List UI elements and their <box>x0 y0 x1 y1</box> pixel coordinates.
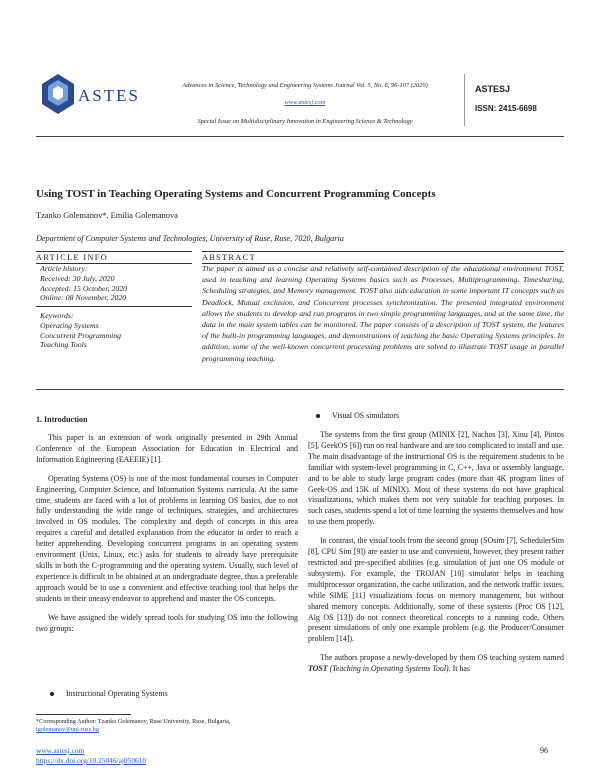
journal-url-link[interactable]: www.astesj.com <box>284 99 326 106</box>
keyword: Concurrent Programming <box>40 330 122 340</box>
bullet-icon <box>50 692 54 696</box>
article-info-heading: ARTICLE INFO <box>36 251 192 264</box>
footnote-separator <box>36 714 131 715</box>
keywords-label: Keywords: <box>40 311 74 320</box>
footnote-text: *Corresponding Author: Tzanko Golemanov, Ruse University, Ruse, Bulgaria, <box>36 718 231 725</box>
tost-expansion: (Teaching in Operating Systems Tool). <box>327 664 451 674</box>
list-item-label: Instructional Operating Systems <box>66 689 168 698</box>
special-issue: Special Issue on Multidisciplinary Innovation in Engineering Science & Technology <box>197 118 413 125</box>
abstract-text: The paper is aimed as a concise and relatively self-contained description of the educational environment TOST, used in teaching and learning Operating Systems basics such as Processes, Multiprogramming, Timesharing, Scheduling strategies, and Memory management. TOST also aids education in some important IT concepts such as Deadlock, Mutual exclusion, and Concurrent processes synchronization. The presented integrated environment allows the students to develop and run programs in two simple programming languages, and at the same time, the data in the main system tables can be monitored. The paper consists of a description of TOST system, the features of the built-in programming languages, and demonstrations of teaching the basic Operating Systems principles. In addition, some of the well-known concurrent processing problems are solved to illustrate TOST usage in parallel programming teaching. <box>202 264 564 363</box>
info-separator <box>36 306 192 307</box>
footer-url-link[interactable]: www.astesj.com <box>36 746 85 755</box>
list-item <box>316 411 399 420</box>
keywords-block <box>40 311 190 350</box>
paper-title: Using TOST in Teaching Operating Systems and Concurrent Programming Concepts <box>36 188 436 200</box>
history-label: Article history: <box>40 264 88 273</box>
footnote <box>36 718 298 734</box>
footer-links <box>36 746 146 766</box>
paragraph: The systems from the first group (MINIX [2], Nachos [3], Xinu [4], Pintos [5], GeekOS [6]) run on real hardware and are too complicated to install and use. The main disadvantage of the instructional OS is the requirement students to be familiar with system-level programming in C, C++, Java or assembly language, and to be able to study large program codes (more than 4K program lines of Geek-OS and 15K of MINIX). Most of these systems do not have graphical visualizations, which makes them not very suitable for teaching purposes. In such cases, students spend a lot of time learning the systems themselves and how to use them properly. <box>308 430 564 527</box>
astes-logo-icon <box>38 72 78 118</box>
received-date: Received: 30 July, 2020 <box>40 273 115 283</box>
issn: ISSN: 2415-6698 <box>475 104 537 113</box>
keyword: Teaching Tools <box>40 340 87 350</box>
left-column <box>36 433 298 634</box>
doi-link[interactable]: https://dx.doi.org/10.25046/aj050610 <box>36 756 147 765</box>
paragraph-text: It has <box>450 664 470 674</box>
accepted-date: Accepted: 15 October, 2020 <box>40 283 128 293</box>
tost-name: TOST <box>308 664 328 674</box>
bullet-icon <box>316 414 320 418</box>
paragraph-text: The authors propose a newly-developed by them OS teaching system named <box>320 653 564 663</box>
article-history <box>40 264 190 303</box>
paper-authors: Tzanko Golemanov*, Emilia Golemanova <box>36 211 178 220</box>
list-item <box>50 689 168 698</box>
abstract-rule <box>36 389 564 390</box>
section-1-title: 1. Introduction <box>36 415 88 424</box>
paper-affiliation: Department of Computer Systems and Technologies, University of Ruse, Ruse, 7020, Bulgaria <box>36 234 344 243</box>
online-date: Online: 08 November, 2020 <box>40 293 127 303</box>
paragraph: In contrast, the visual tools from the second group (SOsim [7], SchedulerSim [8], CPU Sim [9]) are easier to use and convenient, however, they present rather restricted and pre-specified abilities (e.g. simulation of just one OS module or subsystem). For example, the TROJAN [10] simulator helps in teaching multiprocessor organization, the cache utilization, and the network traffic issues, while SIME [11] visualizations focus on memory management, but without shared memory concepts. Additionally, some of these systems (Proc OS [12], Alg OS [13]) do not connect theoretical concepts to a running code. Others present simulations of only one example problem (e.g. the Producer/Consumer problem [14]). <box>308 536 564 644</box>
paragraph: We have assigned the widely spread tools for studying OS into the following two groups: <box>36 612 298 633</box>
abstract-heading: ABSTRACT <box>202 251 564 264</box>
logo-text: ASTES <box>78 86 140 105</box>
journal-line: Advances in Science, Technology and Engineering Systems Journal Vol. 5, No. 6, 96-107 (2020) <box>182 82 428 89</box>
header-rule <box>36 136 564 137</box>
paragraph <box>308 653 564 675</box>
paragraph: This paper is an extension of work originally presented in 29th Annual Conference of the European Association for Education in Electrical and Information Engineering (EAEEIE) [1]. <box>36 433 298 464</box>
paragraph: Operating Systems (OS) is one of the most fundamental courses in Computer Engineering, Computer Science, and Information Systems curricula. At the same time, students are faced with a lot of problems in learning OS basics, due to not fully understanding the wide range of techniques, strategies, and architectures involved in OS modules. The complexity and depth of concepts in this area requires a careful and detailed explanation from the educator in order to reach a better apprehending. Developing concurrent programs in an operating system environment (Unix, Linux, etc.) asks for students to already have prerequisite skills in both the C-programming and the operating system. Usually, such level of experience is difficult to be obtained at an undergraduate degree, thus a preferable approach would be to use a convenient and effective teaching tool that helps the students in their uneasy endeavor to apprehend and master the OS concepts. <box>36 473 298 603</box>
astes-logo <box>38 72 138 118</box>
author-email-link[interactable]: tgolemanov@uni-ruse.bg <box>36 726 99 734</box>
keyword: Operating Systems <box>40 320 99 330</box>
page-number: 96 <box>540 746 548 755</box>
header-divider <box>464 74 465 126</box>
journal-abbr: ASTESJ <box>475 84 511 94</box>
right-column <box>308 430 564 675</box>
list-item-label: Visual OS simulators <box>332 411 400 420</box>
